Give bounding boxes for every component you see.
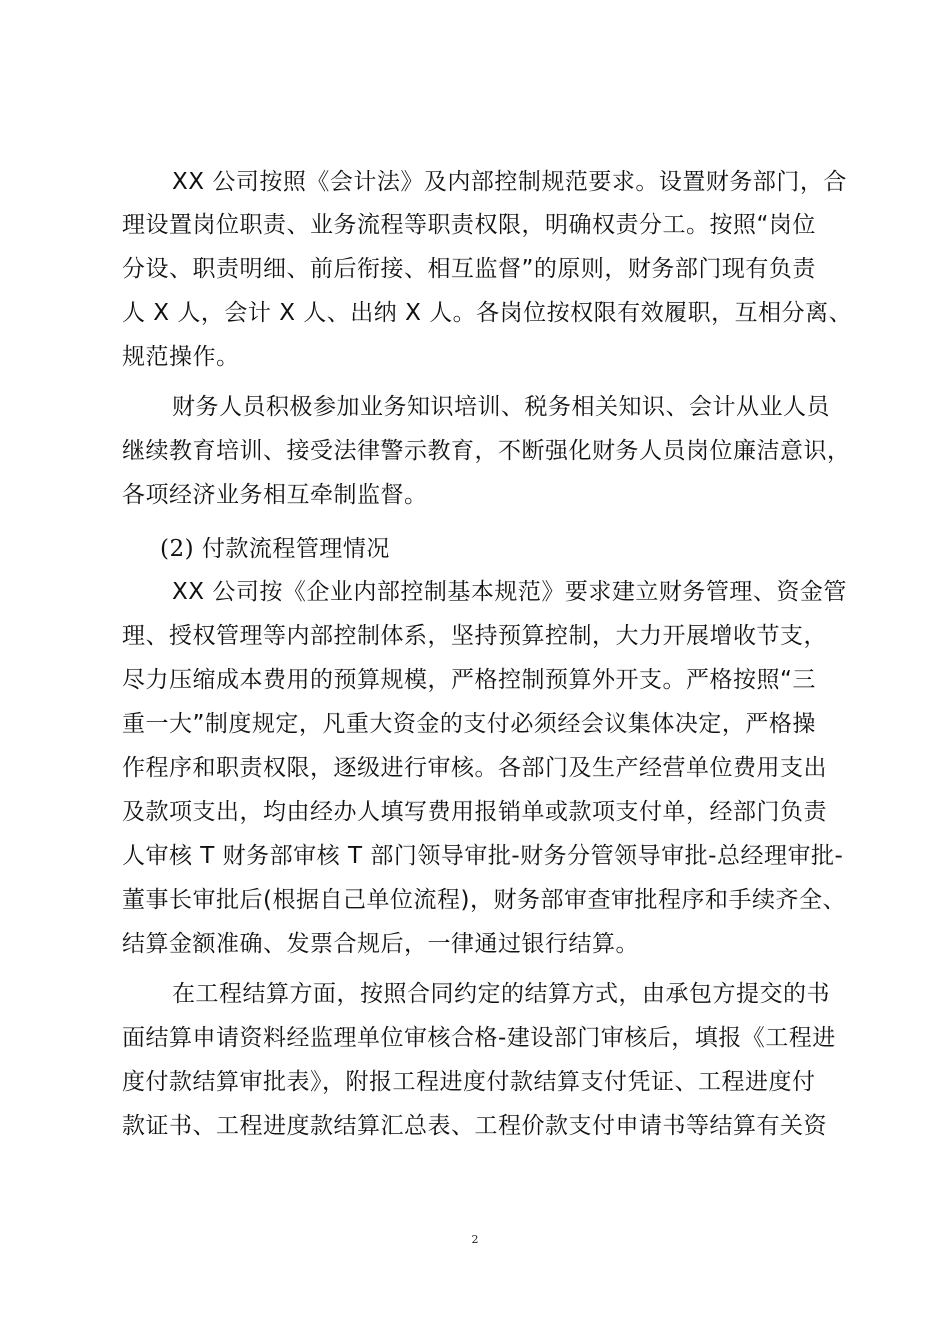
text-line: 财务人员积极参加业务知识培训、税务相关知识、会计从业人员	[172, 394, 830, 420]
text-line: 理、授权管理等内部控制体系，坚持预算控制，大力开展增收节支，	[122, 623, 827, 649]
text-line: 重一大”制度规定，凡重大资金的支付必须经会议集体决定，严格操	[122, 711, 816, 737]
text-line: 人审核 T 财务部审核 T 部门领导审批-财务分管领导审批-总经理审批-	[122, 843, 844, 869]
text-line: XX 公司按照《会计法》及内部控制规范要求。设置财务部门，合	[172, 169, 847, 195]
text-line: 度付款结算审批表》，附报工程进度付款结算支付凭证、工程进度付	[122, 1069, 816, 1095]
text-line: 结算金额准确、发票合规后，一律通过银行结算。	[122, 931, 639, 957]
text-line: 董事长审批后(根据自己单位流程)，财务部审查审批程序和手续齐全、	[122, 887, 846, 913]
page-number: 2	[471, 1233, 479, 1246]
text-line: 分设、职责明细、前后衔接、相互监督”的原则，财务部门现有负责	[122, 256, 816, 282]
text-line: 款证书、工程进度款结算汇总表、工程价款支付申请书等结算有关资	[122, 1113, 827, 1139]
section-heading: (2) 付款流程管理情况	[160, 536, 390, 562]
text-line: 在工程结算方面，按照合同约定的结算方式，由承包方提交的书	[172, 981, 830, 1007]
text-line: 人 X 人，会计 X 人、出纳 X 人。各岗位按权限有效履职，互相分离、	[122, 300, 853, 326]
text-line: 规范操作。	[122, 344, 240, 370]
text-line: 面结算申请资料经监理单位审核合格-建设部门审核后，填报《工程进	[122, 1025, 836, 1051]
text-line: 各项经济业务相互牵制监督。	[122, 482, 428, 508]
text-line: 尽力压缩成本费用的预算规模，严格控制预算外开支。严格按照“三	[122, 667, 816, 693]
text-line: XX 公司按《企业内部控制基本规范》要求建立财务管理、资金管	[172, 579, 847, 605]
text-line: 及款项支出，均由经办人填写费用报销单或款项支付单，经部门负责	[122, 799, 827, 825]
text-line: 作程序和职责权限，逐级进行审核。各部门及生产经营单位费用支出	[122, 755, 827, 781]
text-line: 继续教育培训、接受法律警示教育，不断强化财务人员岗位廉洁意识，	[122, 438, 851, 464]
text-line: 理设置岗位职责、业务流程等职责权限，明确权责分工。按照“岗位	[122, 212, 816, 238]
